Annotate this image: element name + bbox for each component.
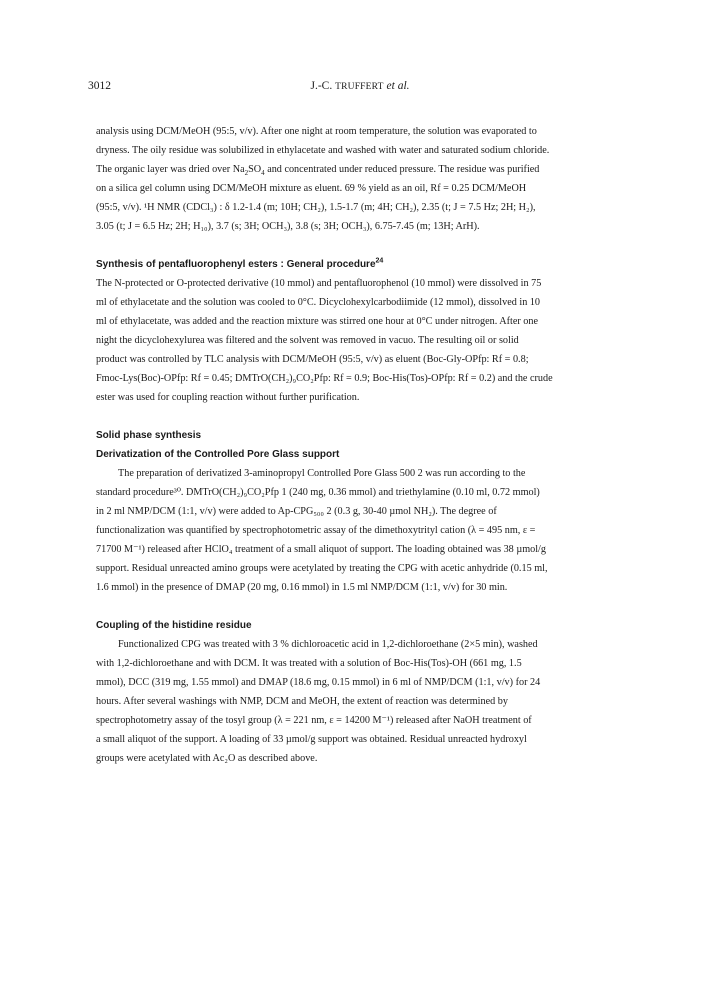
text-line: with 1,2-dichloroethane and with DCM. It was treated with a solution of Boc-His(Tos)-OH (661 mg, 1.5 (96, 658, 522, 669)
text-line: dryness. The oily residue was solubilized in ethylacetate and washed with water and saturated sodium chloride. (96, 145, 550, 156)
text-line: night the dicyclohexylurea was filtered and the solvent was removed in vacuo. The resulting oil or solid (96, 335, 519, 346)
text-line: The N-protected or O-protected derivative (10 mmol) and pentafluorophenol (10 mmol) were dissolved in 75 (96, 278, 542, 289)
section-heading-pfp-esters: Synthesis of pentafluorophenyl esters : General procedure$^{24}$ (96, 257, 384, 270)
text-line: a small aliquot of the support. A loading of 33 µmol/g support was obtained. Residual unreacted hydroxyl (96, 734, 527, 745)
text-line: in 2 ml NMP/DCM (1:1, v/v) were added to Ap-CPG₅₀₀ 2 (0.3 g, 30-40 µmol NH₂). The degree of (96, 506, 497, 517)
et-al: et al. (383, 80, 410, 92)
running-title (88, 80, 632, 92)
text-line: The preparation of derivatized 3-aminopropyl Controlled Pore Glass 500 2 was run according to the (118, 468, 526, 479)
text-line: standard procedure³⁰. DMTrO(CH₂)₉CO₂Pfp 1 (240 mg, 0.36 mmol) and triethylamine (0.10 ml, 0.72 mmol) (96, 487, 540, 498)
intro-paragraph (96, 122, 630, 236)
histidine-paragraph (96, 635, 630, 768)
text-line: spectrophotometry assay of the tosyl group (λ = 221 nm, ε = 14200 M⁻¹) released after NaOH treatment of (96, 715, 532, 726)
author-initials: J.-C. (310, 80, 336, 92)
text-line: ml of ethylacetate, was added and the reaction mixture was stirred one hour at 0°C under nitrogen. After one (96, 316, 538, 327)
cpg-paragraph (96, 464, 630, 597)
text-line: ester was used for coupling reaction without further purification. (96, 392, 360, 403)
text-line: mmol), DCC (319 mg, 1.55 mmol) and DMAP (18.6 mg, 0.15 mmol) in 6 ml of NMP/DCM (1:1, v/v) for 24 (96, 677, 541, 688)
subsection-heading-cpg: Derivatization of the Controlled Pore Glass support (96, 449, 340, 460)
text-line: ml of ethylacetate and the solution was cooled to 0°C. Dicyclohexylcarbodiimide (12 mmol), dissolved in 10 (96, 297, 541, 308)
text-line: hours. After several washings with NMP, DCM and MeOH, the extent of reaction was determined by (96, 696, 508, 707)
text-line: on a silica gel column using DCM/MeOH mixture as eluent. 69 % yield as an oil, Rf = 0.25 DCM/MeOH (96, 183, 527, 194)
text-line: 71700 M⁻¹) released after HClO₄ treatment of a small aliquot of support. The loading obtained was 38 µmol/g (96, 544, 546, 555)
text-line: Functionalized CPG was treated with 3 % dichloroacetic acid in 1,2-dichloroethane (2×5 min), washed (118, 639, 538, 650)
text-line: The organic layer was dried over $Na_2SO_4$ and concentrated under reduced pressure. The residue was purified (96, 164, 540, 178)
text-line: support. Residual unreacted amino groups were acetylated by treating the CPG with acetic anhydride (0.15 ml, (96, 563, 548, 574)
pfp-esters-paragraph (96, 274, 630, 407)
body-text (96, 122, 630, 768)
page-number: 3012 (88, 80, 111, 92)
section-heading-histidine: Coupling of the histidine residue (96, 620, 252, 631)
text-line: functionalization was quantified by spectrophotometric assay of the dimethoxytrityl cation (λ = 495 nm, ε = (96, 525, 536, 536)
text-line: groups were acetylated with Ac₂O as described above. (96, 753, 318, 764)
author-surname: TRUFFERT (335, 82, 384, 92)
running-header (88, 80, 632, 96)
text-line: (95:5, v/v). ¹H NMR (CDCl₃) : δ 1.2-1.4 (m; 10H; CH₂), 1.5-1.7 (m; 4H; CH₂), 2.35 (t; J = 7.5 Hz; 2H; H₂), (96, 202, 536, 213)
text-line: 3.05 (t; J = 6.5 Hz; 2H; H₁₀), 3.7 (s; 3H; OCH₃), 3.8 (s; 3H; OCH₃), 6.75-7.45 (m; 13H; ArH). (96, 221, 480, 232)
text-line: Fmoc-Lys(Boc)-OPfp: Rf = 0.45; DMTrO(CH₂)₉CO₂Pfp: Rf = 0.9; Boc-His(Tos)-OPfp: Rf = 0.2) and the crude (96, 373, 553, 384)
text-line: product was controlled by TLC analysis with DCM/MeOH (95:5, v/v) as eluent (Boc-Gly-OPfp: Rf = 0.8; (96, 354, 529, 365)
text-line: 1.6 mmol) in the presence of DMAP (20 mg, 0.16 mmol) in 1.5 ml NMP/DCM (1:1, v/v) for 30 min. (96, 582, 508, 593)
section-heading-solid-phase: Solid phase synthesis (96, 430, 202, 441)
text-line: analysis using DCM/MeOH (95:5, v/v). After one night at room temperature, the solution was evaporated to (96, 126, 537, 137)
